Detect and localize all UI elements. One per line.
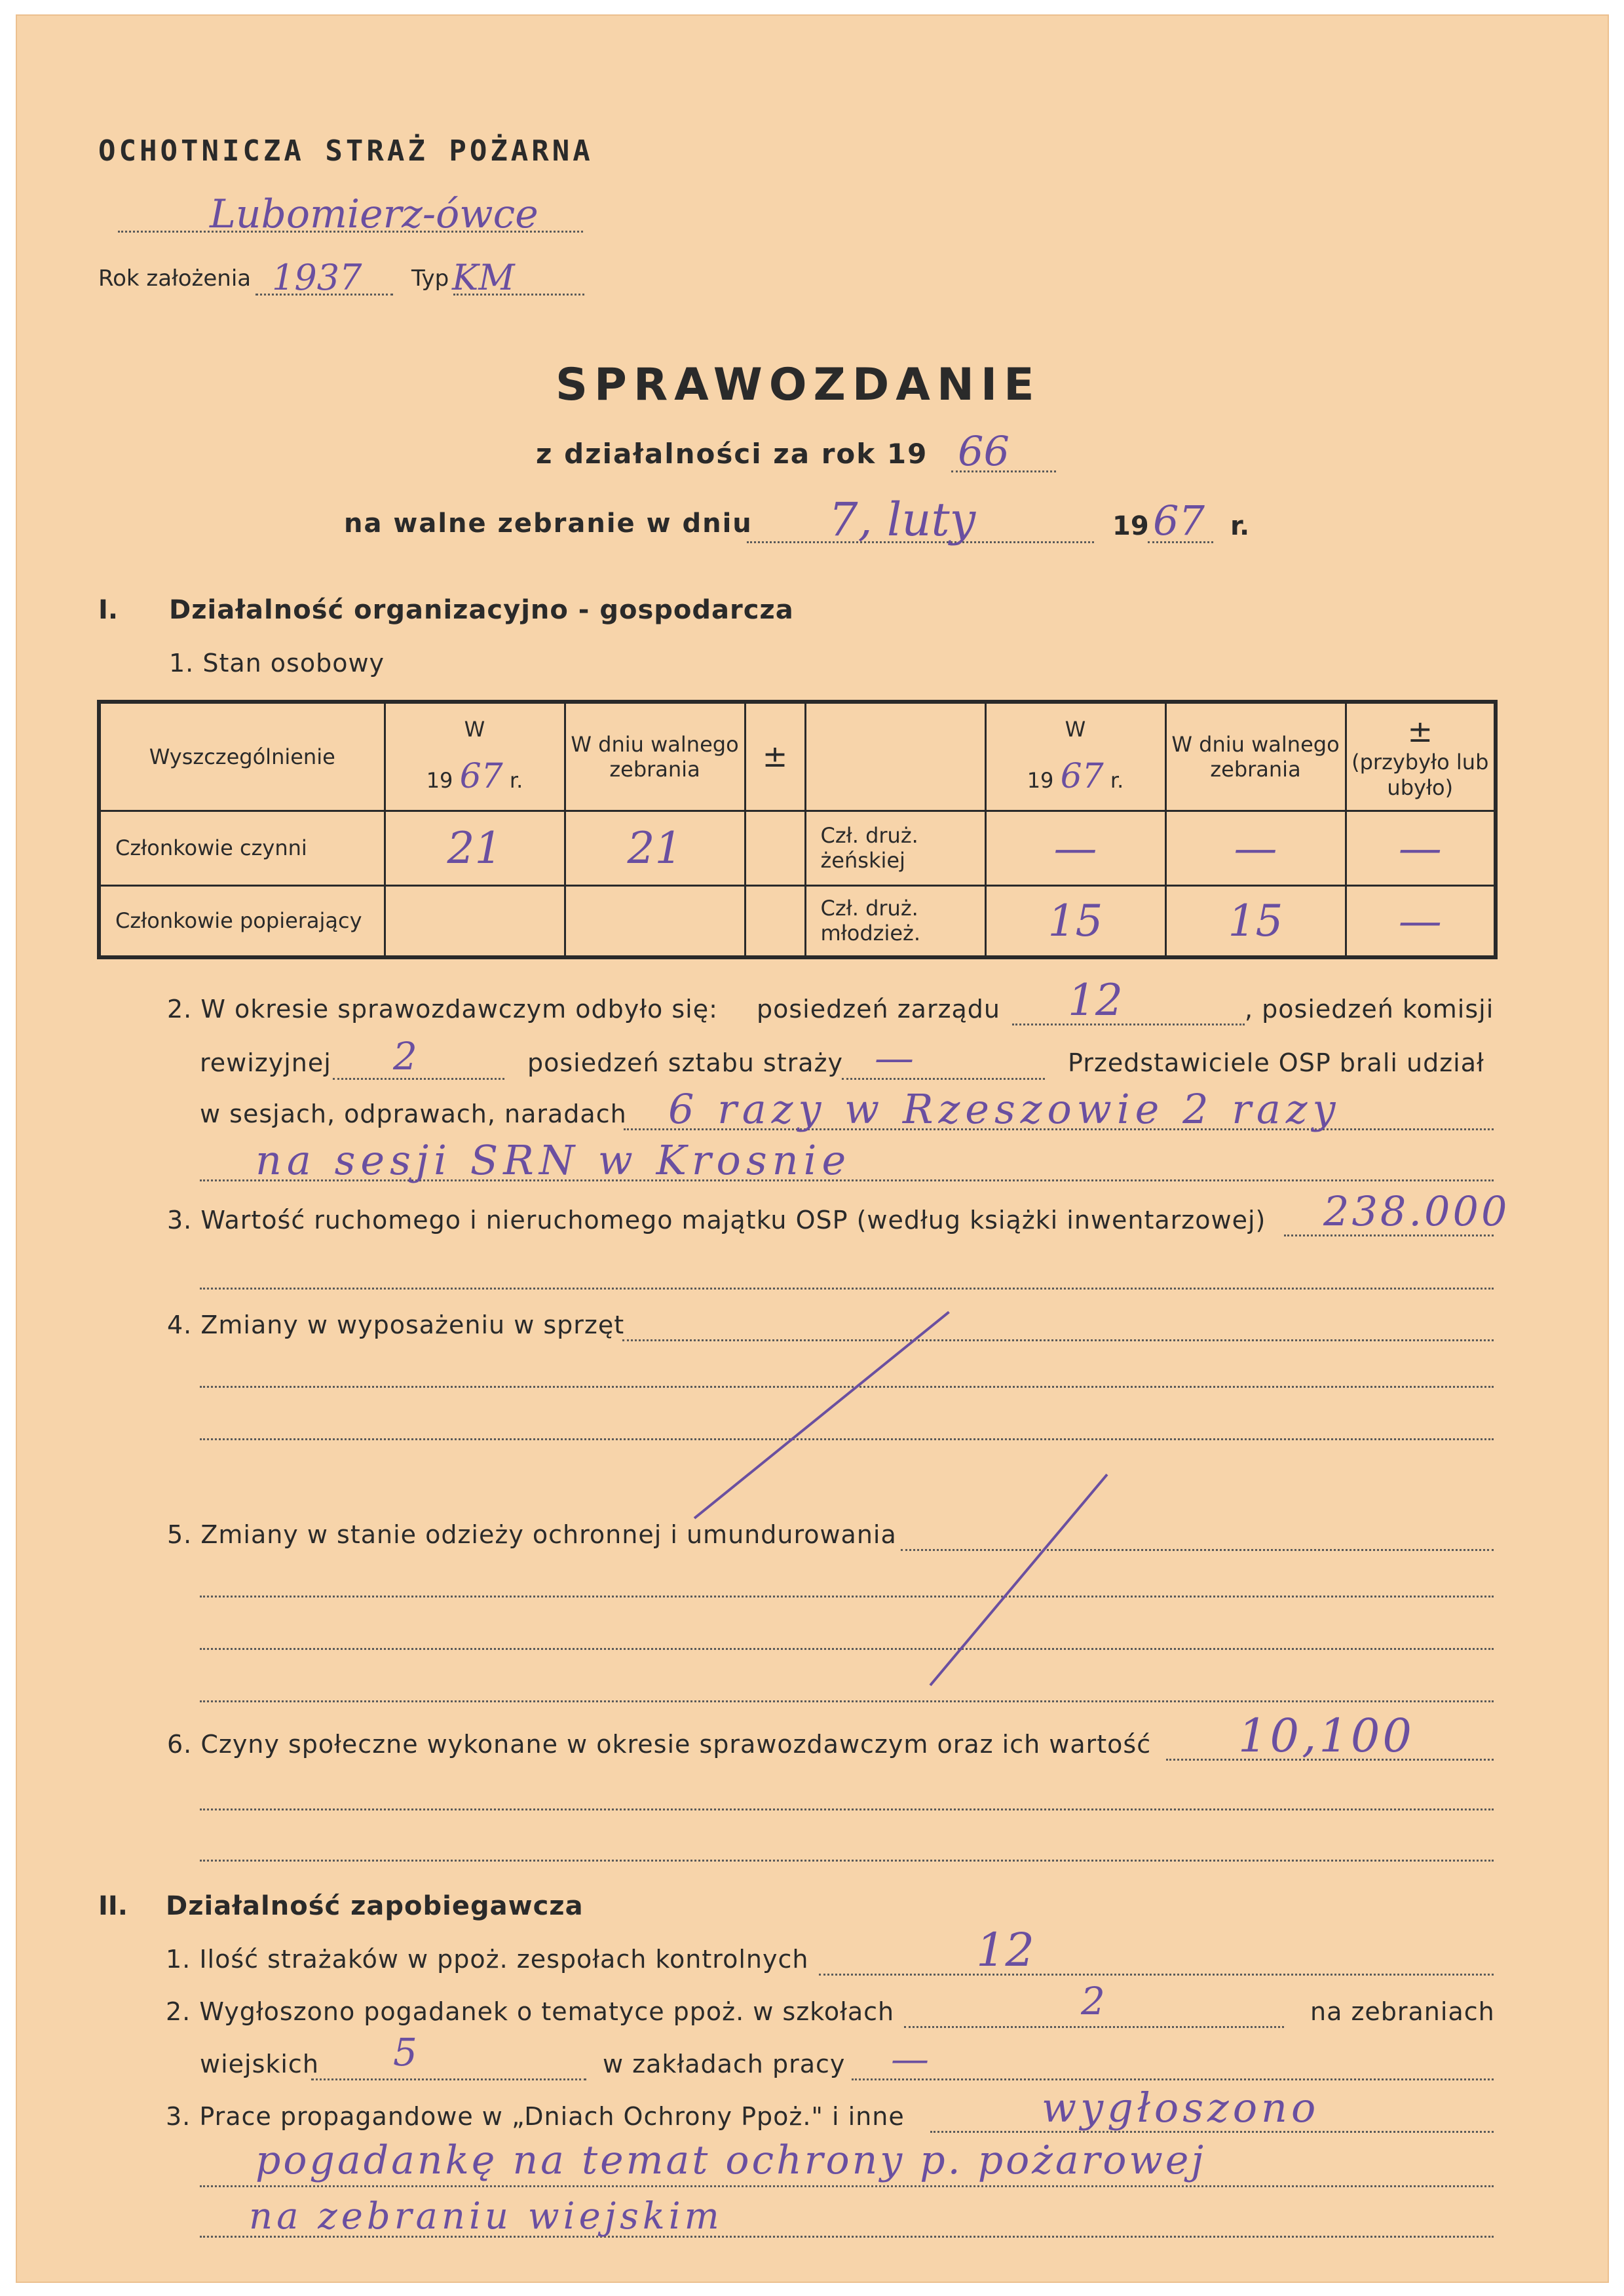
type-label: Typ — [411, 265, 449, 292]
item-6-line-3 — [200, 1860, 1494, 1862]
staff-table — [97, 700, 1498, 959]
row-label: Członkowie czynni — [99, 811, 385, 886]
s2-wiejskich-value: 5 — [393, 2030, 417, 2075]
item-5-line — [901, 1549, 1494, 1551]
row-value-dniu-right: 15 — [1165, 885, 1346, 957]
header-w-right — [985, 702, 1165, 811]
s2-wiejskich-label: wiejskich — [200, 2050, 319, 2078]
s2-zaklady-line — [852, 2078, 1494, 2080]
item-6-line-2 — [200, 1808, 1494, 1810]
row-value-dniu: 21 — [565, 811, 745, 886]
header-dniu-right: W dniu walnego zebrania — [1165, 702, 1346, 811]
item-4-line — [622, 1339, 1494, 1341]
item-6-value: 10,100 — [1238, 1709, 1414, 1763]
item-4-line-3 — [200, 1438, 1494, 1440]
item-4-line-2 — [200, 1386, 1494, 1388]
s2-zebraniach-label: na zebraniach — [1310, 1997, 1495, 2026]
header-w-label-right: W — [1065, 716, 1086, 742]
meeting-label: na walne zebranie w dniu — [344, 508, 753, 539]
s2-zaklady-value: — — [891, 2037, 929, 2081]
item-5-line-3 — [200, 1648, 1494, 1650]
header-year-prefix: 19 — [426, 768, 453, 794]
header-year-suffix: r. — [509, 768, 523, 794]
item-2-label: 2. W okresie sprawozdawczym odbyło się: — [167, 995, 718, 1024]
item-1-label: 1. Stan osobowy — [169, 649, 385, 678]
zarzad-line — [1012, 1024, 1245, 1025]
table-row — [99, 885, 1496, 957]
item-3-line-2 — [200, 1288, 1494, 1290]
row-value-dniu — [565, 885, 745, 957]
type-value: KM — [452, 257, 515, 298]
header-plus-symbol: ± — [1407, 714, 1433, 750]
s2-item-3-label: 3. Prace propagandowe w „Dniach Ochrony Ppoż." i inne — [166, 2102, 905, 2131]
year-value: 66 — [958, 427, 1010, 475]
item-2-zarzad-label: posiedzeń zarządu — [757, 995, 1001, 1024]
item-5-line-4 — [200, 1700, 1494, 1702]
row-plus — [745, 811, 805, 886]
s2-szkolach-line — [904, 2026, 1284, 2028]
s2-item-3-hand-3: na zebraniu wiejskim — [249, 2195, 723, 2238]
table-row — [99, 811, 1496, 886]
item-3-value: 238.000 — [1323, 1187, 1510, 1235]
s2-szkolach-value: 2 — [1081, 1979, 1105, 2023]
item-5-label: 5. Zmiany w stanie odzieży ochronnej i umundurowania — [167, 1520, 897, 1549]
header-plus-note: (przybyło lub ubyło) — [1351, 750, 1489, 800]
item-2-komisji-label: , posiedzeń komisji — [1245, 995, 1494, 1024]
row-label: Członkowie popierający — [99, 885, 385, 957]
header-blank — [805, 702, 985, 811]
row-value-w: 21 — [385, 811, 565, 886]
founded-value: 1937 — [272, 257, 362, 298]
przedstawiciele-label: Przedstawiciele OSP brali udział — [1068, 1048, 1484, 1077]
section-1-number: I. — [98, 595, 119, 625]
header-plus-left: ± — [745, 702, 805, 811]
header-w-label: W — [464, 716, 485, 742]
sesjach-label: w sesjach, odprawach, naradach — [200, 1100, 627, 1128]
meeting-date: 7, luty — [829, 493, 976, 546]
header-year-suffix-right: r. — [1110, 768, 1124, 794]
row-value-w — [385, 885, 565, 957]
section-1-title: Działalność organizacyjno - gospodarcza — [169, 595, 794, 625]
sztab-label: posiedzeń sztabu straży — [527, 1048, 843, 1077]
row-label-right: Czł. druż. młodzież. — [805, 885, 985, 957]
zarzad-value: 12 — [1068, 975, 1123, 1025]
rewizyjnej-line — [333, 1078, 504, 1080]
s2-item-1-label: 1. Ilość strażaków w ppoż. zespołach kontrolnych — [166, 1945, 809, 1974]
section-2-title: Działalność zapobiegawcza — [166, 1891, 584, 1921]
header-w-year — [388, 756, 561, 797]
header-spec: Wyszczególnienie — [99, 702, 385, 811]
s2-item-1-line — [819, 1974, 1494, 1976]
meeting-year-value: 67 — [1153, 497, 1205, 545]
place-handwritten: Lubomierz-ówce — [210, 191, 538, 237]
rewizyjnej-value: 2 — [393, 1034, 417, 1079]
sztab-value: — — [875, 1035, 914, 1081]
s2-item-3-line-2 — [200, 2185, 1494, 2187]
row-value-dniu-right: — — [1165, 811, 1346, 886]
sesjach-handwritten-2: na sesji SRN w Krosnie — [255, 1136, 852, 1184]
header-w-left — [385, 702, 565, 811]
header-year-value-right: 67 — [1060, 757, 1104, 797]
header-plus-right — [1346, 702, 1496, 811]
s2-item-1-value: 12 — [976, 1923, 1035, 1977]
s2-zaklady-label: w zakładach pracy — [603, 2050, 846, 2078]
org-name: OCHOTNICZA STRAŻ POŻARNA — [98, 134, 594, 168]
s2-item-2-label: 2. Wygłoszono pogadanek o tematyce ppoż. w szkołach — [166, 1997, 895, 2026]
s2-wiejskich-line — [311, 2078, 586, 2080]
row-value-w-right: — — [985, 811, 1165, 886]
year-line-label: z działalności za rok 19 — [536, 438, 928, 470]
sztab-line — [842, 1078, 1045, 1080]
section-2-number: II. — [98, 1891, 128, 1921]
header-dniu-left: W dniu walnego zebrania — [565, 702, 745, 811]
meeting-year-prefix: 19 — [1112, 511, 1149, 541]
row-label-right: Czł. druż. żeńskiej — [805, 811, 985, 886]
header-w-year-right — [989, 756, 1162, 797]
item-4-label: 4. Zmiany w wyposażeniu w sprzęt — [167, 1311, 625, 1339]
header-year-value: 67 — [459, 757, 503, 797]
row-value-w-right: 15 — [985, 885, 1165, 957]
header-year-prefix-right: 19 — [1027, 768, 1054, 794]
s2-item-3-hand-2: pogadankę na temat ochrony p. pożarowej — [255, 2137, 1206, 2183]
page-title: SPRAWOZDANIE — [556, 359, 1041, 411]
item-3-label: 3. Wartość ruchomego i nieruchomego majątku OSP (według książki inwentarzowej) — [167, 1206, 1266, 1234]
item-5-line-2 — [200, 1596, 1494, 1598]
item-6-label: 6. Czyny społeczne wykonane w okresie sprawozdawczym oraz ich wartość — [167, 1730, 1152, 1759]
row-value-plus-right: — — [1346, 811, 1496, 886]
meeting-suffix: r. — [1230, 511, 1250, 541]
founded-label: Rok założenia — [98, 265, 252, 292]
sesjach-handwritten-1: 6 razy w Rzeszowie 2 razy — [668, 1085, 1341, 1133]
rewizyjnej-label: rewizyjnej — [200, 1048, 331, 1077]
row-plus — [745, 885, 805, 957]
s2-item-3-hand-1: wygłoszono — [1042, 2084, 1320, 2132]
row-value-plus-right: — — [1346, 885, 1496, 957]
